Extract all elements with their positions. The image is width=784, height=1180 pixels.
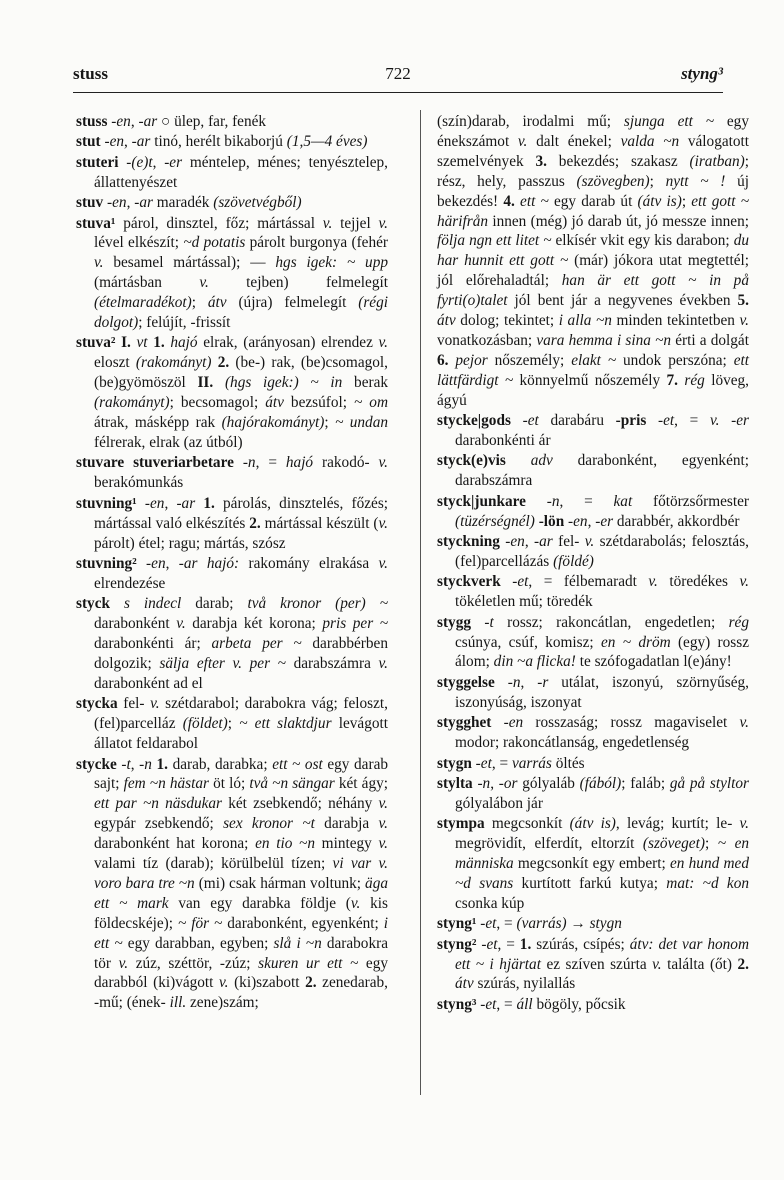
dictionary-entry: stuvare stuveriarbetare -n, = hajó rakodó- v. berakómunkás: [76, 454, 388, 492]
header-rule: [73, 92, 723, 93]
dictionary-entry: styggelse -n, -r utálat, iszonyú, szörnyűség, iszonyúság, iszonyat: [437, 673, 749, 711]
left-column: [76, 112, 388, 1014]
dictionary-entry: styng² -et, = 1. szúrás, csípés; átv: det var honom ett ~ i hjärtat ez szíven szúrta v. találta (őt) 2. átv szúrás, nyilallás: [437, 935, 750, 993]
dictionary-entry: stygg -t rossz; rakoncátlan, engedetlen; rég csúnya, csúf, komisz; en ~ dröm (egy) rossz álom; din ~a flicka! te szófogadatlan l(e)ány!: [437, 613, 750, 671]
page-number: 722: [385, 64, 411, 83]
dictionary-entry: stylta -n, -or gólyaláb (fából); faláb; gå på styltor gólyalábon jár: [437, 774, 750, 812]
header-left-guide-word: stuss: [73, 64, 108, 83]
dictionary-entry: stut -en, -ar tinó, herélt bikaborjú (1,5—4 éves): [76, 133, 368, 151]
dictionary-entry: styng¹ -et, = (varrás) → stygn: [437, 915, 622, 933]
dictionary-entry: (szín)darab, irodalmi mű; sjunga ett ~ egy énekszámot v. dalt énekel; valda ~n válogatott szemelvények 3. bekezdés; szakasz (iratban); rész, hely, passzus (szövegben); nytt ~ ! új bekezdés! 4. ett ~ egy darab út (átv is); ett gott ~ härifrån innen (még) jó darab út, jó messze innen; följa ngn ett litet ~ elkísér vkit egy kis darabon; du har hunnit ett gott ~ (már) jókora utat megtettél; jól előrehaladtál; han är ett gott ~ in på fyrti(o)talet jól bent jár a negyvenes években 5. átv dolog; tekintet; i alla ~n minden tekintetben v. vonatkozásban; vara hemma i sina ~n érti a dolgát 6. pejor nőszemély; elakt ~ undok perszóna; ett lättfärdigt ~ könnyelmű nőszemély 7. rég löveg, ágyú: [437, 113, 750, 409]
header-right-guide-word: styng³: [681, 64, 723, 83]
dictionary-entry: stycka fel- v. szétdarabol; darabokra vág; feloszt, (fel)parcelláz (földet); ~ ett slaktdjur levágott állatot feldarabol: [76, 695, 388, 753]
dictionary-entry: styng³ -et, = áll bögöly, pőcsik: [437, 995, 626, 1013]
dictionary-entry: stycke -t, -n 1. darab, darabka; ett ~ ost egy darab sajt; fem ~n hästar öt ló; två ~n sängar két ágy; ett par ~n näsdukar két zsebkendő; néhány v. egypár zsebkendő; sex kronor ~t darabja v. darabonként hat korona; en tio ~n mintegy v. valami tíz (darab); körülbelül tízen; vi var v. voro bara tre ~n (mi) csak hárman voltunk; äga ett ~ mark van egy darabka földje (v. kis földecskéje); ~ för ~ darabonként, egyenként; i ett ~ egy darabban, egyben; slå i ~n darabokra tör v. zúz, szétt​ör, -zúz; skuren ur ett ~ egy darabból (ki)vágott v. (ki)szabott 2. zenedarab, -mű; (ének- ill. zene)szám;: [76, 755, 389, 1012]
dictionary-entry: styckverk -et, = félbemaradt v. töredékes v. tökéletlen mű; töredék: [437, 573, 749, 611]
dictionary-entry: styck(e)vis adv darabonként, egyenként; darabszámra: [437, 452, 750, 490]
dictionary-entry: styckning -en, -ar fel- v. szétdarabolás; felosztás, (fel)parcellázás (földé): [437, 533, 749, 570]
dictionary-entry: stuteri -(e)t, -er méntelep, ménes; tenyésztelep, állattenyészet: [76, 153, 389, 191]
dictionary-entry: stuvning² -en, -ar hajó: rakomány elrakása v. elrendezése: [76, 554, 388, 592]
dictionary-entry: stygghet -en rosszaság; rossz magaviselet v. modor; rakoncátlanság, engedetlenség: [437, 714, 749, 752]
right-column: [437, 112, 749, 1015]
dictionary-entry: styck s indecl darab; två kronor (per) ~ darabonként v. darabja két korona; pris per ~ darabonkénti ár; arbeta per ~ darabbérben dolgozik; sälja efter v. per ~ darabszámra v. darabonként ad el: [76, 595, 389, 692]
page-header: [73, 64, 723, 90]
dictionary-entry: stuvning¹ -en, -ar 1. párolás, dinsztelés, főzés; mártással való elkészítés 2. mártással készült (v. párolt) étel; ragu; mártás, szósz: [76, 494, 389, 552]
dictionary-entry: stuv -en, -ar maradék (szövetvégből): [76, 194, 302, 212]
column-divider: [420, 110, 421, 1095]
dictionary-entry: stuss -en, -ar ○ ülep, far, fenék: [76, 113, 267, 130]
dictionary-entry: stympa megcsonkít (átv is), levág; kurtít; le- v. megrövidít, elferdít, eltorzít (szöveget); ~ en människa megcsonkít egy embert; en hund med ~d svans kurtított farkú kutya; mat: ~d kon csonka kúp: [437, 815, 750, 912]
dictionary-entry: styck|junkare -n, = kat főtörzsőrmester (tüzérségnél) -lön -en, -er darabbér, akkordbér: [437, 492, 749, 530]
dictionary-entry: stycke|gods -et darabáru -pris -et, = v. -er darabonkénti ár: [437, 412, 750, 449]
dictionary-entry: stuva² I. vt 1. hajó elrak, (arányosan) elrendez v. eloszt (rakományt) 2. (be-) rak, (be)csomagol, (be)gyömöszöl II. (hgs igek:) ~ in berak (rakományt); becsomagol; átv bezsúfol; ~ om átrak, másképp rak (hajórakományt); ~ undan félrerak, elrak (az útból): [76, 334, 389, 451]
dictionary-entry: stygn -et, = varrás öltés: [437, 754, 585, 772]
dictionary-entry: stuva¹ párol, dinsztel, főz; mártással v. tejjel v. lével elkészít; ~d potatis párolt burgonya (fehér v. besamel mártással); — hgs igek: ~ upp (mártásban v. tejben) felmelegít (ételmaradékot); átv (újra) felmelegít (régi dolgot); felújít, -frissít: [76, 214, 389, 332]
